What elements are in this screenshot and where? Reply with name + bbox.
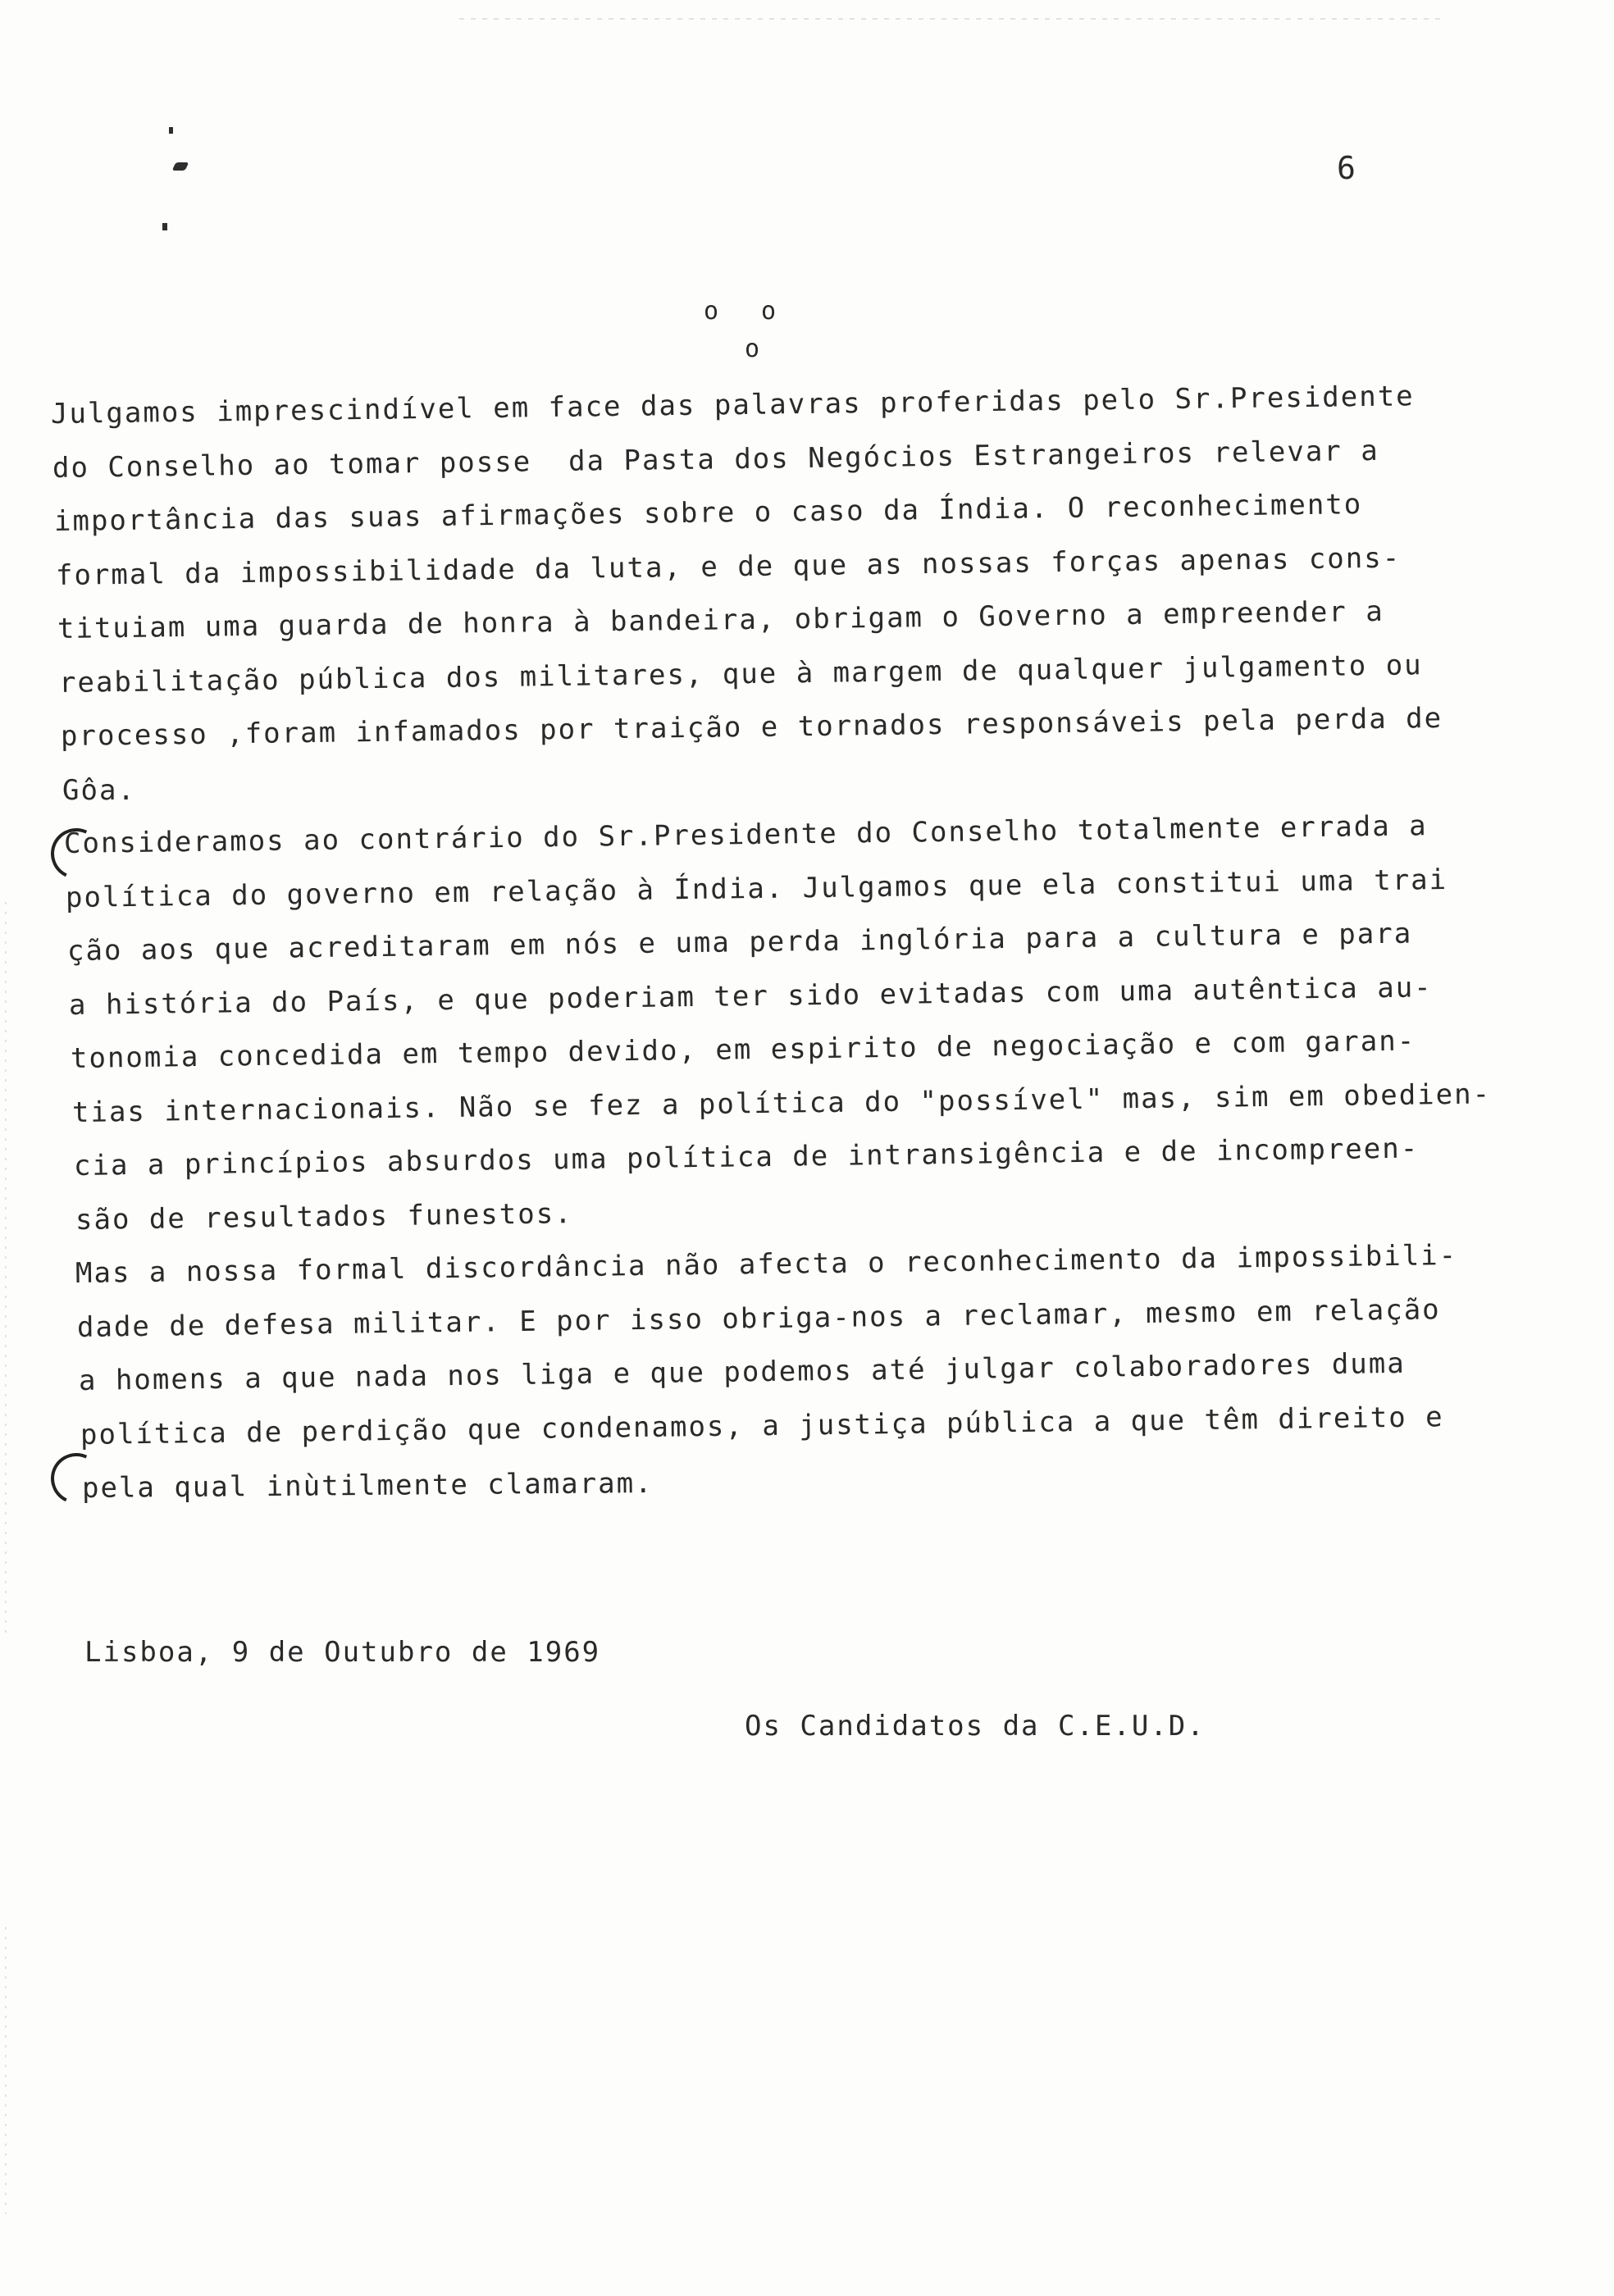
page-number: 6 [1337,150,1357,186]
text-line: Gôa. [62,773,136,807]
text-line: Mas a nossa formal discordância não afecta o reconhecimento da impossibili- [75,1238,1458,1290]
stray-mark [162,223,167,230]
text-line: importância das suas afirmações sobre o caso da Índia. O reconhecimento [53,488,1363,538]
signature-line: Os Candidatos da C.E.U.D. [745,1710,1206,1742]
separator-mark: o [704,297,721,326]
stray-mark [169,127,173,134]
text-line: a história do País, e que poderiam ter sido evitadas com uma autêntica au- [68,970,1433,1022]
text-line: dade de defesa militar. E por isso obriga-nos a reclamar, mesmo em relação [76,1292,1441,1344]
text-line: processo ,foram infamados por traição e tornados responsáveis pela perda de [60,701,1443,753]
text-line: tituiam uma guarda de honra à bandeira, obrigam o Governo a empreender a [57,594,1384,645]
text-line: formal da impossibilidade da luta, e de que as nossas forças apenas cons- [55,541,1402,592]
scan-artifact-margin-lower [5,1927,7,2214]
text-line: política de perdição que condenamos, a justiça pública a que têm direito e [80,1400,1444,1451]
text-line: política do governo em relação à Índia. Julgamos que ela constitui uma trai [65,863,1448,914]
separator-mark: o [745,335,762,363]
text-line: são de resultados funestos. [75,1196,573,1237]
text-line: do Conselho ao tomar posse da Pasta dos Negócios Estrangeiros relevar a [52,434,1379,485]
text-line: pela qual inùtilmente clamaram. [81,1466,654,1505]
scan-artifact-top [459,18,1443,20]
text-line: tias internacionais. Não se fez a política do "possível" mas, sim em obedien- [71,1077,1492,1129]
text-line: a homens a que nada nos liga e que podemos até julgar colaboradores duma [78,1346,1406,1397]
text-line: Consideramos ao contrário do Sr.Presidente do Conselho totalmente errada a [63,809,1428,860]
stray-mark [172,162,189,171]
text-line: ção aos que acreditaram em nós e uma perda inglória para a cultura e para [66,917,1413,968]
separator-mark: o [761,297,778,326]
text-line: Julgamos imprescindível em face das palavras proferidas pelo Sr.Presidente [50,380,1415,430]
scan-artifact-margin [5,902,7,1640]
text-line: cia a princípios absurdos uma política de intransigência e de incompreen- [73,1132,1420,1182]
text-line: reabilitação pública dos militares, que à margem de qualquer julgamento ou [58,648,1423,699]
date-line: Lisboa, 9 de Outubro de 1969 [84,1636,601,1669]
text-line: tonomia concedida em tempo devido, em espirito de negociação e com garan- [70,1024,1416,1075]
